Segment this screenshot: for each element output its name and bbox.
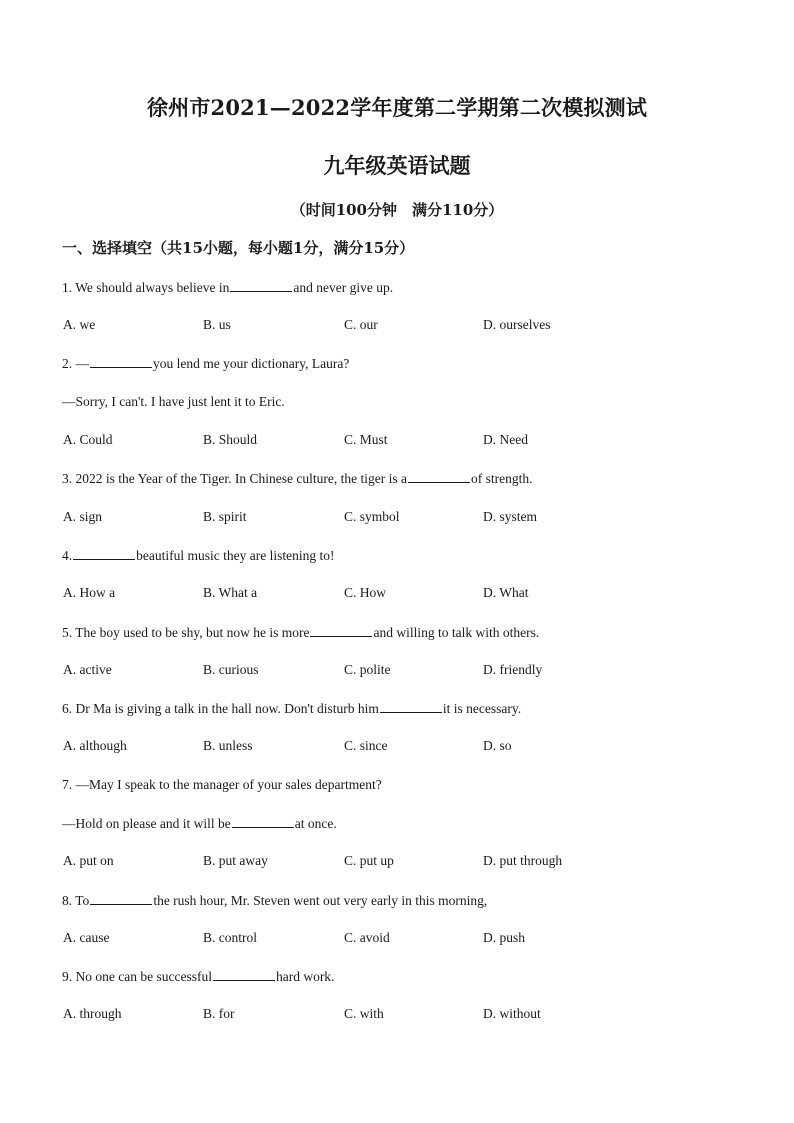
option-b: B. us [203, 317, 231, 332]
option-b: B. put away [203, 853, 268, 868]
option-a: A. active [63, 662, 112, 677]
option-d: D. ourselves [483, 317, 551, 332]
exam-title: 徐州市2021—2022学年度第二学期第二次模拟测试 [146, 95, 648, 120]
question-text: hard work. [275, 969, 335, 984]
question-text: 5. The boy used to be shy, but now he is more [62, 625, 310, 640]
question-2-line-2 [62, 394, 285, 410]
option-b: B. for [203, 1006, 235, 1021]
option-a: A. we [63, 317, 96, 332]
answer-blank [380, 700, 442, 713]
question-4-options [0, 585, 794, 605]
question-text: 6. Dr Ma is giving a talk in the hall now. Don't disturb him [62, 701, 379, 716]
option-d: D. put through [483, 853, 563, 868]
option-b: B. What a [203, 585, 258, 600]
answer-blank [90, 355, 152, 368]
question-3-options [0, 509, 794, 529]
option-a: A. put on [63, 853, 114, 868]
question-text: it is necessary. [442, 701, 522, 716]
question-7-line-2 [62, 815, 337, 832]
option-c: C. How [344, 585, 387, 600]
option-d: D. system [483, 509, 537, 524]
option-c: C. since [344, 738, 388, 753]
option-c: C. our [344, 317, 378, 332]
option-b: B. spirit [203, 509, 247, 524]
option-c: C. avoid [344, 930, 390, 945]
option-b: B. unless [203, 738, 253, 753]
question-7-line-1 [62, 777, 382, 793]
question-text: the rush hour, Mr. Steven went out very early in this morning, [153, 893, 488, 908]
question-6-options [0, 738, 794, 758]
option-c: C. put up [344, 853, 394, 868]
question-text: beautiful music they are listening to! [136, 548, 335, 563]
option-a: A. cause [63, 930, 110, 945]
question-1-line-1 [62, 279, 393, 296]
option-d: D. so [483, 738, 512, 753]
option-d: D. push [483, 930, 526, 945]
question-text: 7. —May I speak to the manager of your sales department? [62, 777, 382, 792]
option-c: C. Must [344, 432, 388, 447]
question-9-options [0, 1006, 794, 1026]
option-d: D. friendly [483, 662, 543, 677]
question-text: of strength. [470, 471, 533, 486]
exam-subtitle: 九年级英语试题 [323, 153, 471, 178]
question-4-line-1 [62, 547, 334, 564]
question-8-line-1 [62, 892, 487, 909]
option-a: A. sign [63, 509, 103, 524]
option-d: D. What [483, 585, 529, 600]
question-6-line-1 [62, 700, 521, 717]
question-3-line-1 [62, 470, 532, 487]
option-c: C. polite [344, 662, 391, 677]
answer-blank [213, 968, 275, 981]
question-text: at once. [294, 816, 337, 831]
option-b: B. curious [203, 662, 259, 677]
question-2-options [0, 432, 794, 452]
answer-blank [230, 279, 292, 292]
question-1-options [0, 317, 794, 337]
answer-blank [73, 547, 135, 560]
option-b: B. control [203, 930, 257, 945]
option-a: A. although [63, 738, 127, 753]
question-text: 4. [62, 548, 73, 563]
question-text: 1. We should always believe in [62, 280, 230, 295]
question-text: you lend me your dictionary, Laura? [153, 356, 350, 371]
question-text: 2. — [62, 356, 89, 371]
question-text: and willing to talk with others. [373, 625, 540, 640]
option-b: B. Should [203, 432, 258, 447]
answer-blank [232, 815, 294, 828]
question-7-options [0, 853, 794, 873]
option-d: D. Need [483, 432, 528, 447]
section-heading: 一、选择填空（共15小题，每小题1分，满分15分） [62, 239, 415, 257]
question-5-options [0, 662, 794, 682]
option-d: D. without [483, 1006, 541, 1021]
question-text: 3. 2022 is the Year of the Tiger. In Chinese culture, the tiger is a [62, 471, 407, 486]
answer-blank [310, 624, 372, 637]
option-a: A. through [63, 1006, 122, 1021]
option-c: C. symbol [344, 509, 400, 524]
option-a: A. Could [63, 432, 113, 447]
question-2-line-1 [62, 355, 349, 372]
question-text: —Hold on please and it will be [62, 816, 231, 831]
answer-blank [408, 470, 470, 483]
question-text: —Sorry, I can't. I have just lent it to Eric. [62, 394, 285, 409]
answer-blank [90, 892, 152, 905]
question-text: 9. No one can be successful [62, 969, 212, 984]
question-8-options [0, 930, 794, 950]
exam-info: （时间100分钟 满分110分） [290, 201, 504, 219]
question-text: 8. To [62, 893, 90, 908]
question-text: and never give up. [293, 280, 394, 295]
question-9-line-1 [62, 968, 334, 985]
option-c: C. with [344, 1006, 384, 1021]
question-5-line-1 [62, 624, 539, 641]
option-a: A. How a [63, 585, 116, 600]
